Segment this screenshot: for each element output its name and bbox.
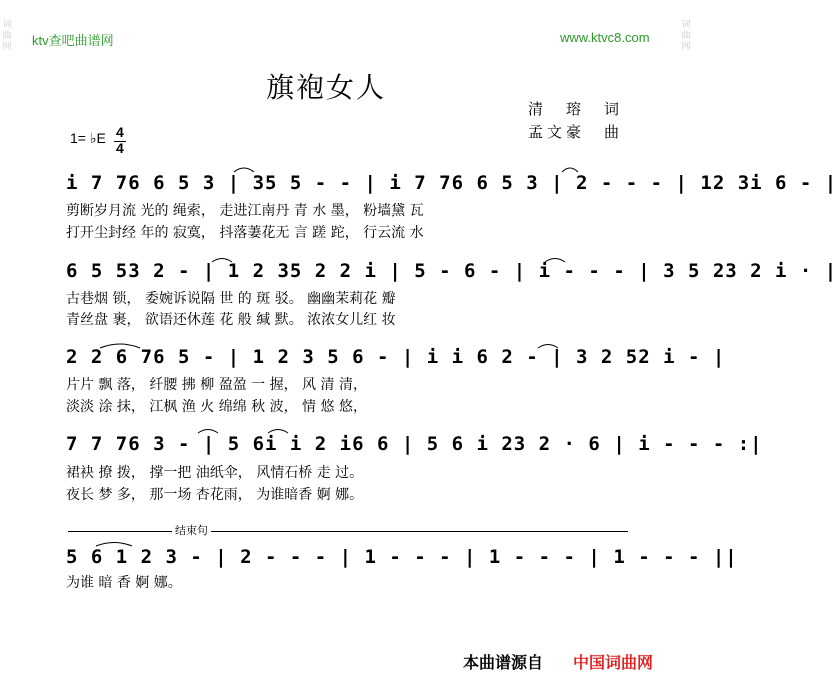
slur-mark xyxy=(562,168,578,172)
lyrics-row-2-verse-2: 青丝盘 裹， 欲语还休莲 花 般 缄 默。 浓浓女儿红 妆 xyxy=(66,312,396,328)
slur-mark xyxy=(268,430,288,434)
notation-row-4: 7 7 76 3 - | 5 6i i 2 i6 6 | 5 6 i 23 2 · 6 | i - - - :| xyxy=(66,433,763,455)
lyrics-row-3-verse-1: 片片 飘 落， 纤腰 拂 柳 盈盈 一 握， 风 清 清， xyxy=(66,377,367,393)
site-url-right[interactable]: www.ktvc8.com xyxy=(560,30,650,45)
ending-phrase-label: 结束句 xyxy=(172,522,211,538)
notation-row-1: i 7 76 6 5 3 | 35 5 - - | i 7 76 6 5 3 | 2 - - - | 12 3i 6 - | xyxy=(66,172,837,194)
song-title: 旗袍女人 xyxy=(266,71,387,104)
key-signature: 1= ♭E xyxy=(70,130,106,146)
slur-mark xyxy=(198,430,218,434)
slur-mark xyxy=(538,345,558,349)
notation-row-5: 5 6 1 2 3 - | 2 - - - | 1 - - - | 1 - - - | 1 - - - || xyxy=(66,546,738,568)
notation-row-2: 6 5 53 2 - | 1 2 35 2 2 i | 5 - 6 - | i - - - | 3 5 23 2 i · | xyxy=(66,260,837,282)
site-logo-left[interactable]: ktv查吧曲谱网 xyxy=(32,33,114,48)
lyrics-row-2-verse-1: 古巷烟 锁， 委婉诉说隔 世 的 斑 驳。 幽幽茉莉花 瓣 xyxy=(66,291,396,307)
slur-mark xyxy=(100,344,140,348)
time-signature-bottom: 4 xyxy=(116,140,124,156)
notation-row-3: 2 2 6 76 5 - | 1 2 3 5 6 - | i i 6 2 - | 3 2 52 i - | xyxy=(66,346,726,368)
slur-mark xyxy=(212,259,232,263)
lyrics-row-1-verse-1: 剪断岁月流 光的 绳索， 走进江南丹 青 水 墨， 粉墙黛 瓦 xyxy=(66,203,424,219)
watermark-text: 词曲网 xyxy=(2,20,12,52)
time-signature-top: 4 xyxy=(116,124,124,140)
composer-credit: 孟文豪 曲 xyxy=(528,123,624,141)
lyricist-credit: 清 瑢 词 xyxy=(528,100,624,118)
lyrics-row-5: 为谁 暗 香 婀 娜。 xyxy=(66,575,182,591)
slur-mark xyxy=(96,543,132,547)
slur-mark xyxy=(545,259,565,263)
watermark-text: 词曲网 xyxy=(681,20,691,52)
lyrics-row-4-verse-1: 裙袂 撩 拨， 撑一把 油纸伞， 风情石桥 走 过。 xyxy=(66,465,364,481)
slur-mark xyxy=(234,168,254,172)
lyrics-row-3-verse-2: 淡淡 涂 抹， 江枫 渔 火 绵绵 秋 波， 情 悠 悠， xyxy=(66,399,367,415)
lyrics-row-4-verse-2: 夜长 梦 多， 那一场 杏花雨， 为谁暗香 婀 娜。 xyxy=(66,487,364,503)
lyrics-row-1-verse-2: 打开尘封经 年的 寂寞， 抖落萋花无 言 蹉 跎， 行云流 水 xyxy=(66,225,424,241)
footer-source-link[interactable]: 中国词曲网 xyxy=(573,653,654,672)
footer-source-prefix: 本曲谱源自 xyxy=(463,653,544,672)
